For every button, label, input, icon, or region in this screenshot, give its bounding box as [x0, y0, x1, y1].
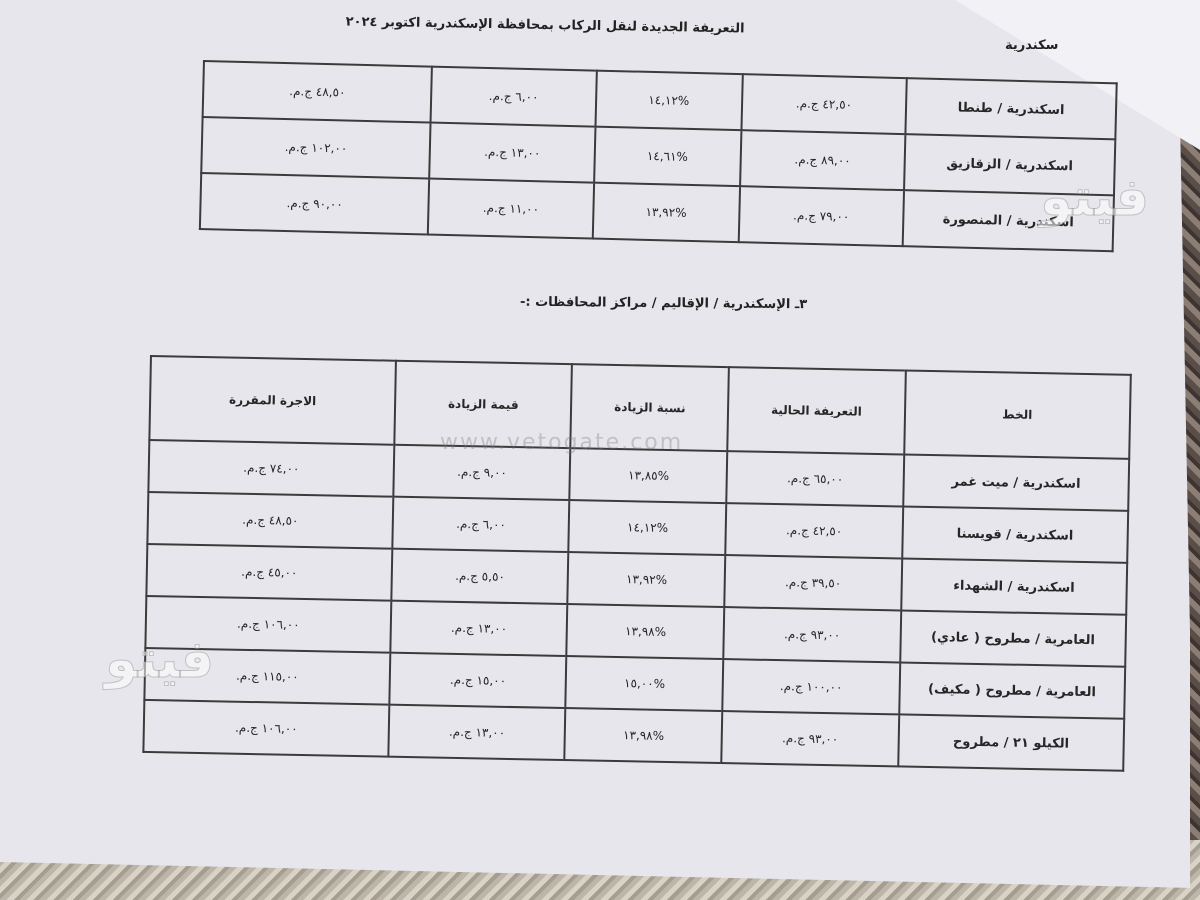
cell-approved-fare: ٤٥,٠٠ ج.م. [146, 544, 392, 601]
cell-current-fare: ١٠٠,٠٠ ج.م. [722, 659, 899, 714]
cell-increase-value: ١٣,٠٠ ج.م. [388, 705, 565, 760]
cell-line: العامرية / مطروح ( عادي) [900, 610, 1126, 666]
watermark-url: www.vetogate.com [440, 430, 684, 455]
cell-increase-percent: ١٥,٠٠% [566, 656, 724, 711]
cell-current-fare: ٤٢,٥٠ ج.م. [725, 503, 902, 558]
cell-line: اسكندرية / ميت غمر [903, 454, 1129, 510]
cell-increase-value: ١٣,٠٠ ج.م. [390, 601, 567, 656]
cell-line: اسكندرية / المنصورة [903, 190, 1114, 251]
cell-increase-percent: ١٤,٦١% [594, 127, 741, 187]
cell-current-fare: ٦٥,٠٠ ج.م. [726, 451, 903, 506]
cell-increase-value: ٦,٠٠ ج.م. [392, 497, 569, 552]
cell-approved-fare: ٩٠,٠٠ ج.م. [200, 173, 430, 235]
cell-approved-fare: ١٠٦,٠٠ ج.م. [145, 596, 391, 653]
cell-increase-percent: ١٣,٩٨% [565, 708, 723, 763]
header-line: الخط [904, 371, 1131, 459]
cell-increase-percent: ١٤,١٢% [569, 500, 727, 555]
cell-approved-fare: ١١٥,٠٠ ج.م. [144, 648, 390, 705]
fare-table-2 [142, 355, 1131, 772]
cell-current-fare: ٤٢,٥٠ ج.م. [741, 74, 907, 134]
cell-line: اسكندرية / طنطا [905, 78, 1116, 139]
cell-line: اسكندرية / قويسنا [902, 506, 1128, 562]
cell-current-fare: ٩٣,٠٠ ج.م. [723, 607, 900, 662]
cell-current-fare: ٨٩,٠٠ ج.م. [740, 130, 906, 190]
cell-increase-percent: ١٣,٨٥% [570, 448, 728, 503]
cell-increase-value: ٩,٠٠ ج.م. [393, 445, 570, 500]
cell-approved-fare: ٧٤,٠٠ ج.م. [148, 440, 394, 497]
cell-increase-value: ١٥,٠٠ ج.م. [389, 653, 566, 708]
cell-line: الكيلو ٢١ / مطروح [898, 714, 1124, 770]
watermark-logo: فيتو [105, 630, 215, 690]
header-current-fare: التعريفة الحالية [727, 367, 905, 454]
cell-increase-percent: ١٣,٩٢% [568, 552, 726, 607]
cell-increase-value: ١٣,٠٠ ج.م. [429, 123, 595, 183]
cell-line: العامرية / مطروح ( مكيف) [899, 662, 1125, 718]
cell-increase-percent: ١٣,٩٢% [592, 183, 739, 243]
watermark-logo: فيتو [1040, 168, 1150, 228]
header-increase-value: قيمة الزيادة [394, 361, 572, 448]
cell-current-fare: ٧٩,٠٠ ج.م. [738, 186, 904, 246]
cell-line: اسكندرية / الزقازيق [904, 134, 1115, 195]
cell-approved-fare: ١٠٢,٠٠ ج.م. [201, 117, 431, 179]
cell-increase-value: ٦,٠٠ ج.م. [431, 67, 597, 127]
document-title: التعريفة الجديدة لنقل الركاب بمحافظة الإسكندرية اكتوبر ٢٠٢٤ [345, 14, 745, 37]
header-fragment: سكندرية [1005, 38, 1059, 53]
cell-increase-value: ٥,٥٠ ج.م. [391, 549, 568, 604]
cell-increase-percent: ١٤,١٢% [595, 71, 742, 131]
cell-approved-fare: ٤٨,٥٠ ج.م. [203, 61, 433, 123]
header-increase-percent: نسبة الزيادة [571, 364, 729, 451]
cell-line: اسكندرية / الشهداء [901, 558, 1127, 614]
cell-current-fare: ٩٣,٠٠ ج.م. [721, 711, 898, 766]
cell-increase-value: ١١,٠٠ ج.م. [428, 179, 594, 239]
cell-increase-percent: ١٣,٩٨% [567, 604, 725, 659]
section-title: ٣ـ الإسكندرية / الإقاليم / مراكز المحافظات :- [519, 294, 808, 313]
cell-approved-fare: ١٠٦,٠٠ ج.م. [143, 700, 389, 757]
header-approved-fare: الاجرة المقررة [149, 356, 396, 445]
cell-approved-fare: ٤٨,٥٠ ج.م. [147, 492, 393, 549]
fare-table-1 [199, 60, 1118, 252]
cell-current-fare: ٣٩,٥٠ ج.م. [724, 555, 901, 610]
